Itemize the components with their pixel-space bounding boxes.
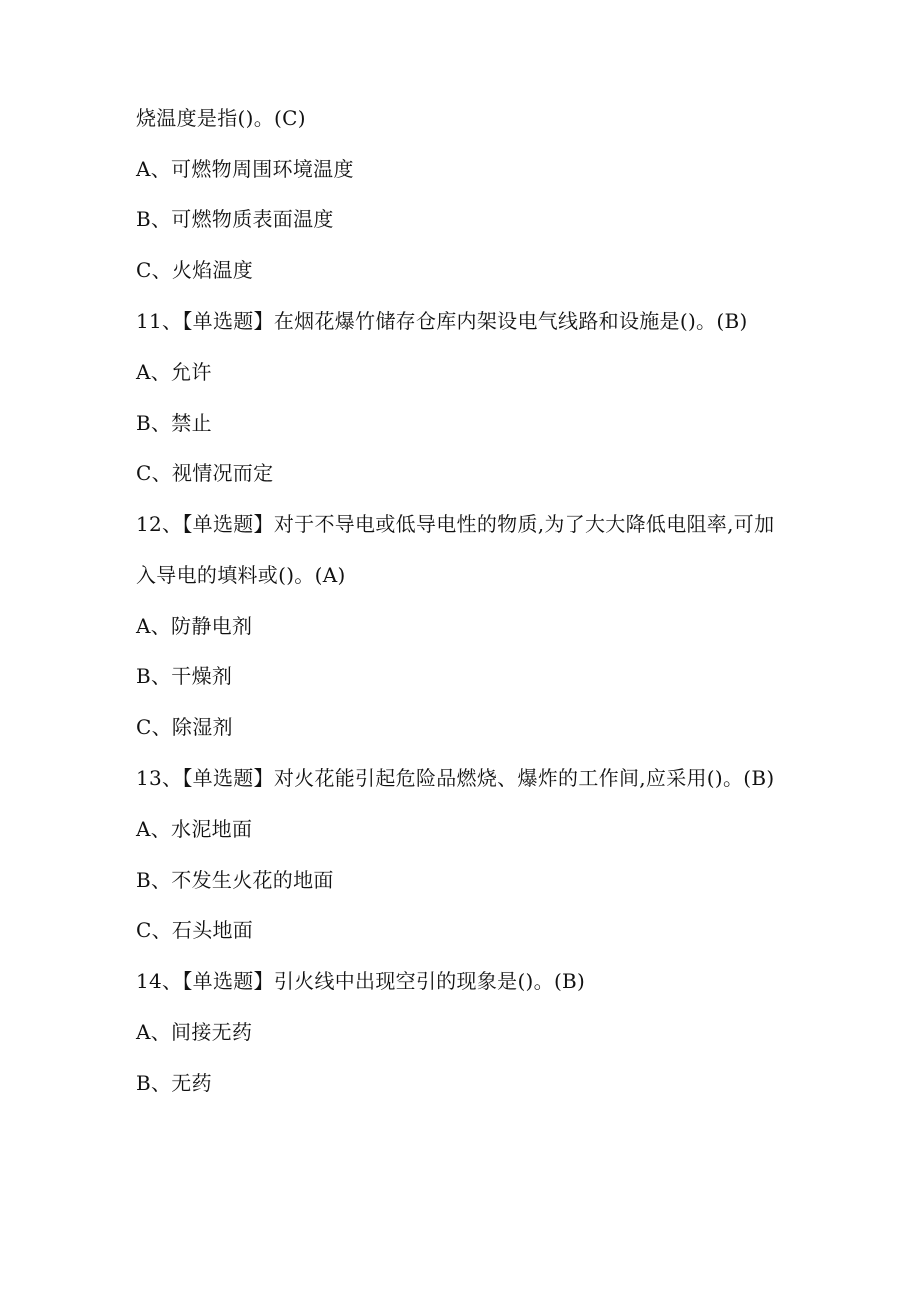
option-c: C、视情况而定 [136,461,274,485]
question-11: 11、【单选题】在烟花爆竹储存仓库内架设电气线路和设施是()。(B) [136,309,748,333]
question-13: 13、【单选题】对火花能引起危险品燃烧、爆炸的工作间,应采用()。(B) [136,766,775,790]
option-a: A、间接无药 [136,1020,253,1044]
option-b: B、可燃物质表面温度 [136,207,334,231]
option-b: B、干燥剂 [136,664,233,688]
option-a: A、水泥地面 [136,817,253,841]
option-c: C、火焰温度 [136,258,254,282]
option-c: C、石头地面 [136,918,254,942]
option-b: B、不发生火花的地面 [136,868,334,892]
question-12: 12、【单选题】对于不导电或低导电性的物质,为了大大降低电阻率,可加 [136,512,775,536]
question-10-stem-continuation: 烧温度是指()。(C) [136,106,306,130]
option-a: A、允许 [136,360,212,384]
option-b: B、无药 [136,1071,212,1095]
question-12-continuation: 入导电的填料或()。(A) [136,563,346,587]
option-b: B、禁止 [136,411,212,435]
option-a: A、可燃物周围环境温度 [136,157,354,181]
option-c: C、除湿剂 [136,715,233,739]
option-a: A、防静电剂 [136,614,253,638]
question-14: 14、【单选题】引火线中出现空引的现象是()。(B) [136,969,586,993]
